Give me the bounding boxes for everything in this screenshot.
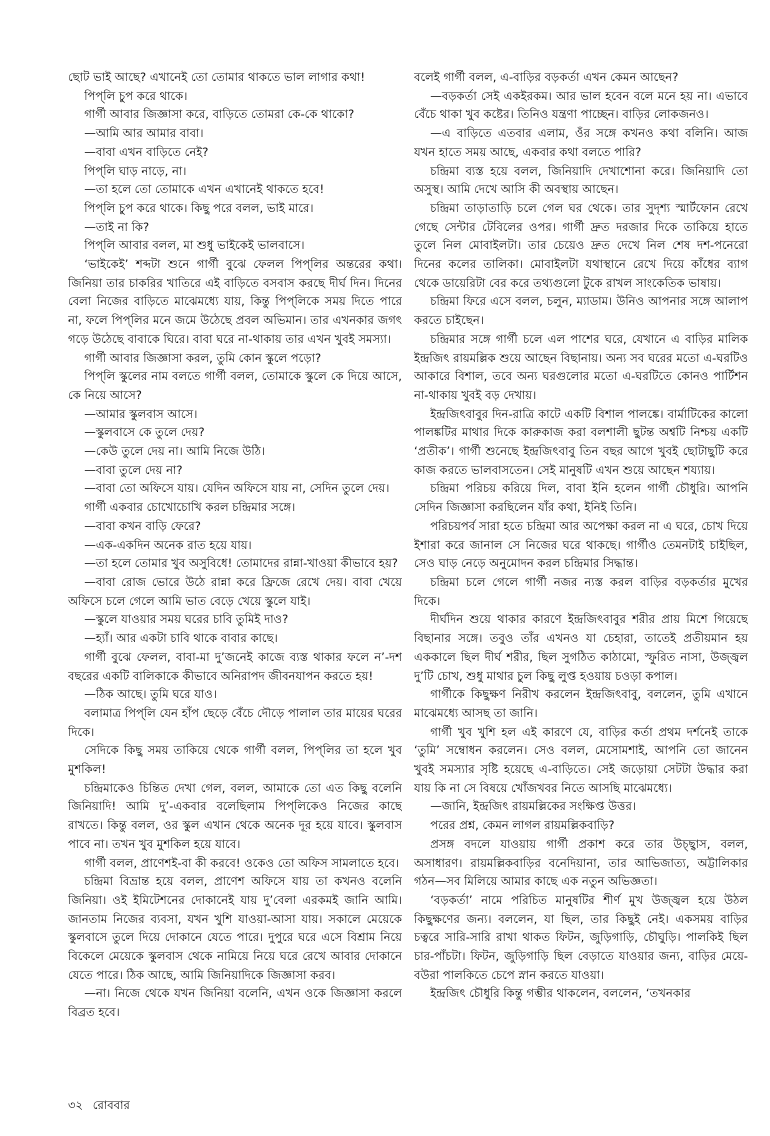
paragraph: গার্গী আবার জিজ্ঞাসা করল, তুমি কোন স্কুলে পড়ো?: [84, 350, 322, 365]
paragraph: —বাবা কখন বাড়ি ফেরে?: [84, 518, 201, 533]
paragraph: পিপ্‌লি আবার বলল, মা শুধু ভাইকেই ভালবাসে।: [84, 238, 305, 253]
paragraph: গার্গী খুব খুশি হল এই কারণে যে, বাড়ির কর্তা প্রথম দর্শনেই তাকে ‘তুমি’ সম্বোধন করলেন। সেও বলল, মেসোমশাই, আপনি তো জানেন খুবই সমস্যার সৃষ্টি হয়েছে এ-বাড়িতে। সেই জড়োয়া সেটটা উদ্ধার করা যায় কি না সে বিষয়ে খোঁজখবর নিতে আসছি মাঝেমধ্যে।: [414, 724, 748, 795]
paragraph: গার্গী একবার চোখোচোখি করল চন্দ্রিমার সঙ্গে।: [84, 500, 296, 515]
paragraph: চন্দ্রিমা ফিরে এসে বলল, চলুন, ম্যাডাম। উনিও আপনার সঙ্গে আলাপ করতে চাইছেন।: [414, 294, 748, 328]
paragraph: পিপ্‌লি চুপ করে থাকে। কিছু পরে বলল, ভাই মারে।: [84, 200, 314, 215]
paragraph: —তাই না কি?: [84, 219, 150, 234]
paragraph: ইন্দ্রজিৎবাবুর দিন-রাত্রি কাটে একটি বিশাল পালঙ্কে। বার্মাটিকের কালো পালঙ্কটির মাথার দিকে কারুকাজ করা বলশালী ছুটন্ত অশ্বটি নিশ্চয় একটি ‘প্রতীক’। গার্গী শুনেছে ইন্দ্রজিৎবাবু তিন বছর আগে খুবই ছোটাছুটি করে কাজ করতে ভালবাসতেন। সেই মানুষটি এখন শুয়ে আছেন শয্যায়।: [414, 406, 748, 477]
paragraph: —তা হলে তো তোমাকে এখন এখানেই থাকতে হবে!: [84, 182, 325, 197]
paragraph: —বাবা তুলে দেয় না?: [84, 462, 183, 477]
paragraph: —বড়কর্তা সেই একইরকম। আর ভাল হবেন বলে মনে হয় না। এভাবে বেঁচে থাকা খুব কষ্টের। তিনিও যন্ত্রণা পাচ্ছেন। বাড়ির লোকজনও।: [414, 88, 748, 122]
paragraph: ‘ভাইকেই’ শব্দটা শুনে গার্গী বুঝে ফেলল পিপ্‌লির অন্তরের কথা। জিনিয়া তার চাকরির খাতিরে এই বাড়িতে বসবাস করছে দীর্ঘ দিন। দিনের বেলা নিজের বাড়িতে মাঝেমধ্যে যায়, কিন্তু পিপ্‌লিকে সময় দিতে পারে না, ফলে পিপ্‌লির মনে জমে উঠেছে প্রবল অভিমান। তার এখনকার জগৎ গড়ে উঠেছে বাবাকে ঘিরে। বাবা ঘরে না-থাকায় তার এখন খুবই সমস্যা।: [68, 257, 402, 346]
paragraph: ইন্দ্রজিৎ চৌধুরি কিন্তু গম্ভীর থাকলেন, বললেন, ‘তখনকার: [430, 986, 691, 1001]
paragraph: —না। নিজে থেকে যখন জিনিয়া বলেনি, এখন ওকে জিজ্ঞাসা করলে বিব্রত হবে।: [68, 986, 402, 1020]
paragraph: গার্গী আবার জিজ্ঞাসা করে, বাড়িতে তোমরা কে-কে থাকো?: [84, 107, 355, 122]
paragraph: —আমার স্কুলবাস আসে।: [84, 406, 198, 421]
paragraph: পিপ্‌লি ঘাড় নাড়ে, না।: [84, 163, 187, 178]
paragraph: চন্দ্রিমা পরিচয় করিয়ে দিল, বাবা ইনি হলেন গার্গী চৌধুরি। আপনি সেদিন জিজ্ঞাসা করছিলেন যাঁর কথা, ইনিই তিনি।: [414, 481, 748, 515]
paragraph: ‘বড়কর্তা’ নামে পরিচিত মানুষটির শীর্ণ মুখ উজ্জ্বল হয়ে উঠল কিছুক্ষণের জন্য। বললেন, যা ছিল, তার কিছুই নেই। একসময় বাড়ির চত্বরে সারি-সারি রাখা থাকত ফিটন, জুড়িগাড়ি, চৌঘুড়ি। পালকিই ছিল চার-পাঁচটা। ফিটন, জুড়িগাড়ি ছিল বেড়াতে যাওয়ার জন্য, বাড়ির মেয়ে-বউরা পালকিতে চেপে স্নান করতে যাওয়া।: [414, 892, 748, 982]
paragraph: —আমি আর আমার বাবা।: [84, 126, 204, 141]
paragraph: পিপ্‌লি স্কুলের নাম বলতে গার্গী বলল, তোমাকে স্কুলে কে দিয়ে আসে, কে নিয়ে আসে?: [68, 369, 402, 402]
paragraph: —স্কুলে যাওয়ার সময় ঘরের চাবি তুমিই দাও?: [84, 612, 289, 627]
paragraph: গার্গীকে কিছুক্ষণ নিরীখ করলেন ইন্দ্রজিৎবাবু, বললেন, তুমি এখানে মাঝেমধ্যে আসছ তা জানি।: [414, 687, 748, 720]
paragraph: চন্দ্রিমাকেও চিন্তিত দেখা গেল, বলল, আমাকে তো এত কিছু বলেনি জিনিয়াদি! আমি দু’-একবার বলেছিলাম পিপ্‌লিকেও নিজের কাছে রাখতে। কিন্তু বলল, ওর স্কুল এখান থেকে অনেক দূর হয়ে যাবে। স্কুলবাস পাবে না। তখন খুব মুশকিল হয়ে যাবে।: [68, 780, 402, 851]
paragraph: প্রসঙ্গ বদলে যাওয়ায় গার্গী প্রকাশ করে তার উচ্ছ্বাস, বলল, অসাধারণ। রায়মল্লিকবাড়ির বনেদিয়ানা, তার আভিজাত্য, অট্টালিকার গঠন—সব মিলিয়ে আমার কাছে এক নতুন অভিজ্ঞতা।: [414, 836, 748, 889]
paragraph: —বাবা রোজ ভোরে উঠে রান্না করে ফ্রিজে রেখে দেয়। বাবা খেয়ে অফিসে চলে গেলে আমি ভাত বেড়ে খেয়ে স্কুলে যাই।: [68, 574, 402, 608]
section-name: রোববার: [92, 1098, 130, 1112]
paragraph: —বাবা তো অফিসে যায়। যেদিন অফিসে যায় না, সেদিন তুলে দেয়।: [84, 481, 390, 496]
paragraph: —ঠিক আছে। তুমি ঘরে যাও।: [84, 687, 217, 702]
paragraph: পিপ্‌লি চুপ করে থাকে।: [84, 88, 188, 103]
paragraph: বলামাত্র পিপ্‌লি যেন হাঁপ ছেড়ে বেঁচে দৌড়ে পালাল তার মায়ের ঘরের দিকে।: [68, 705, 402, 739]
paragraph: —তা হলে তোমার খুব অসুবিধে! তোমাদের রান্না-খাওয়া কীভাবে হয়?: [84, 556, 398, 571]
paragraph: —হ্যাঁ। আর একটা চাবি থাকে বাবার কাছে।: [84, 631, 278, 646]
paragraph: —স্কুলবাসে কে তুলে দেয়?: [84, 425, 205, 440]
paragraph: —এ বাড়িতে এতবার এলাম, ওঁর সঙ্গে কখনও কথা বলিনি। আজ যখন হাতে সময় আছে, একবার কথা বলতে পারি?: [414, 126, 748, 159]
paragraph: পরের প্রশ্ন, কেমন লাগল রায়মল্লিকবাড়ি?: [430, 818, 615, 833]
paragraph: পরিচয়পর্ব সারা হতে চন্দ্রিমা আর অপেক্ষা করল না এ ঘরে, চোখ দিয়ে ইশারা করে জানাল সে নিজের ঘরে থাকছে। গার্গীও তেমনটাই চাইছিল, সেও ঘাড় নেড়ে অনুমোদন করল চন্দ্রিমার সিদ্ধান্ত।: [414, 518, 748, 571]
paragraph: গার্গী বুঝে ফেলল, বাবা-মা দু’জনেই কাজে ব্যস্ত থাকার ফলে ন’-দশ বছরের একটি বালিকাকে কীভাবে অনিরাপদ জীবনযাপন করতে হয়!: [68, 649, 402, 683]
paragraph: —বাবা এখন বাড়িতে নেই?: [84, 144, 209, 159]
paragraph: সেদিকে কিছু সময় তাকিয়ে থেকে গার্গী বলল, পিপ্‌লির তা হলে খুব মুশকিল!: [68, 743, 402, 777]
paragraph: চন্দ্রিমা তাড়াতাড়ি চলে গেল ঘর থেকে। তার সুদৃশ্য স্মার্টফোন রেখে গেছে সেন্টার টেবিলের ওপর। গার্গী দ্রুত দরজার দিকে তাকিয়ে হাতে তুলে নিল মোবাইলটা। তার চেয়েও দ্রুত দেখে নিল শেষ দশ-পনেরো দিনের কলের তালিকা। মোবাইলটা যথাস্থানে রেখে দিয়ে কাঁধের ব্যাগ থেকে ডায়েরিটা বের করে তথ্যগুলো টুকে রাখল সাংকেতিক ভাষায়।: [414, 200, 748, 290]
page-footer: [68, 1097, 136, 1116]
paragraph: —জানি, ইন্দ্রজিৎ রায়মল্লিকের সংক্ষিপ্ত উত্তর।: [430, 799, 636, 814]
paragraph: বলেই গার্গী বলল, এ-বাড়ির বড়কর্তা এখন কেমন আছেন?: [414, 70, 679, 84]
paragraph: দীর্ঘদিন শুয়ে থাকার কারণে ইন্দ্রজিৎবাবুর শরীর প্রায় মিশে গিয়েছে বিছানার সঙ্গে। তবুও তাঁর এখনও যা চেহারা, তাতেই প্রতীয়মান হয় এককালে ছিল দীর্ঘ শরীর, ছিল সুগঠিত কাঠামো, স্ফুরিত নাসা, উজ্জ্বল দু’টি চোখ, শুধু মাথার চুল কিছু লুপ্ত হওয়ায় চওড়া কপাল।: [414, 612, 748, 683]
paragraph: ছোট ভাই আছে? এখানেই তো তোমার থাকতে ভাল লাগার কথা!: [68, 70, 366, 84]
text-column-right: [414, 68, 748, 1092]
paragraph: চন্দ্রিমার সঙ্গে গার্গী চলে এল পাশের ঘরে, যেখানে এ বাড়ির মালিক ইন্দ্রজিৎ রায়মল্লিক শুয়ে আছেন বিছানায়। অন্য সব ঘরের মতো এ-ঘরটিও আকারে বিশাল, তবে অন্য ঘরগুলোর মতো এ-ঘরটিতে কোনও পার্টিশন না-থাকায় খুবই বড় দেখায়।: [414, 331, 748, 402]
page-number: ৩২: [68, 1098, 84, 1112]
paragraph: চন্দ্রিমা বিভ্রান্ত হয়ে বলল, প্রাণেশ অফিসে যায় তা কখনও বলেনি জিনিয়া। ওই ইমিটেশনের দোকানেই যায় দু’বেলা এরকমই জানি আমি। জানতাম নিজের ব্যবসা, যখন খুশি যাওয়া-আসা যায়। সকালে মেয়েকে স্কুলবাসে তুলে দিয়ে দোকানে যেতে পারে। দুপুরে ঘরে এসে বিশ্রাম নিয়ে বিকেলে মেয়েকে স্কুলবাস থেকে নামিয়ে নিয়ে ঘরে রেখে আবার দোকানে যেতে পারে। ঠিক আছে, আমি জিনিয়াদিকে জিজ্ঞাসা করব।: [68, 874, 402, 982]
paragraph: —এক-একদিন অনেক রাত হয়ে যায়।: [84, 537, 252, 552]
paragraph: গার্গী বলল, প্রাণেশই-বা কী করবে! ওকেও তো অফিস সামলাতে হবে।: [84, 855, 400, 870]
text-column-left: [68, 68, 402, 1092]
paragraph: চন্দ্রিমা চলে গেলে গার্গী নজর ন্যস্ত করল বাড়ির বড়কর্তার মুখের দিকে।: [414, 574, 748, 608]
paragraph: —কেউ তুলে দেয় না। আমি নিজে উঠি।: [84, 444, 266, 459]
paragraph: চন্দ্রিমা ব্যস্ত হয়ে বলল, জিনিয়াদি দেখাশোনা করে। জিনিয়াদি তো অসুস্থ। আমি দেখে আসি কী অবস্থায় আছেন।: [414, 163, 748, 197]
